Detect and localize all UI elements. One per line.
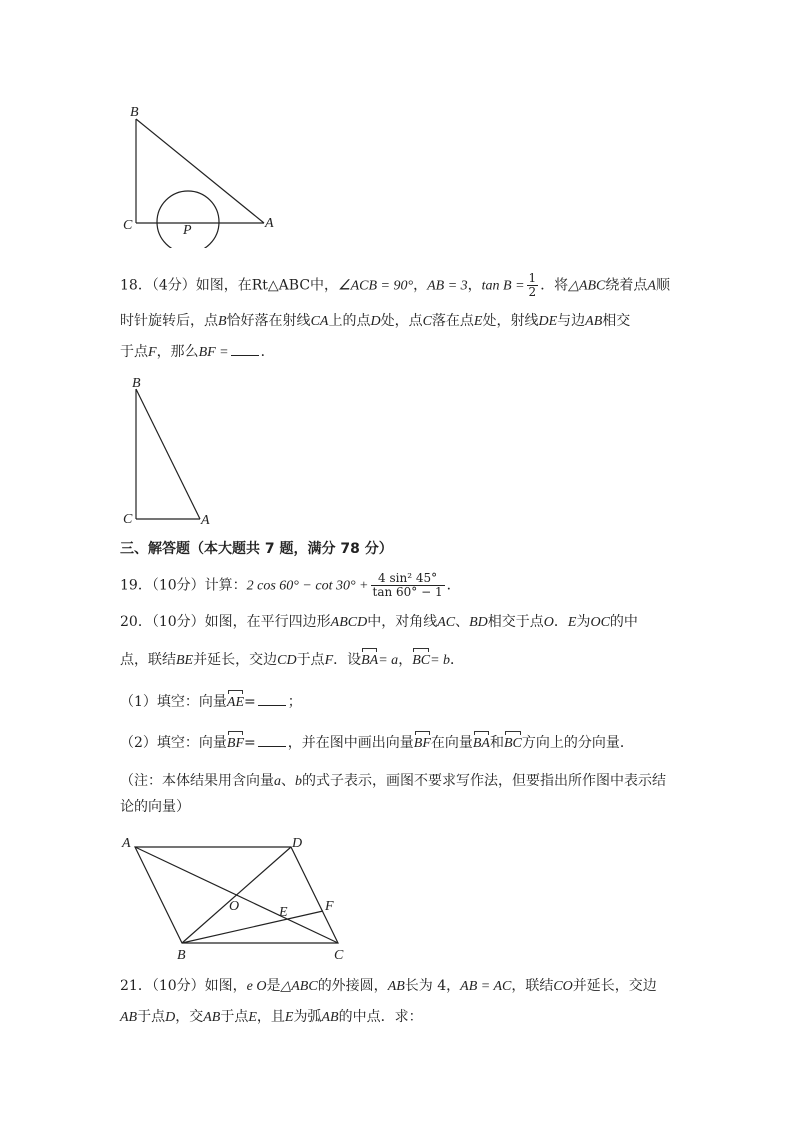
q20-bd: BD <box>469 615 488 630</box>
q20-point-o: O <box>543 615 554 630</box>
q18-ray: DE <box>538 314 558 329</box>
fig17-label-a: A <box>265 216 274 231</box>
fig17-side-ab <box>136 119 264 223</box>
q18-text: 顺 <box>655 277 670 294</box>
q18-angle: ∠ACB = 90° <box>338 278 414 294</box>
q20-ac: AC <box>437 615 456 630</box>
fig20-diagonal-bd <box>182 847 291 943</box>
q18-text: 中， <box>310 277 339 294</box>
figure-17-triangle-circle <box>110 98 290 248</box>
q21-text: ，交 <box>175 1009 204 1025</box>
q20-line-2 <box>120 650 464 671</box>
q18-line-3 <box>120 342 275 363</box>
q18-text: 落在点 <box>431 313 474 329</box>
q18-triangle: Rt△ABC <box>251 277 311 294</box>
q18-line-2 <box>120 311 630 332</box>
q18-text: 相交 <box>602 313 631 329</box>
q18-text: 恰好落在射线 <box>226 313 311 329</box>
q18-point-a: A <box>647 278 656 294</box>
q20-text: 的中 <box>609 614 638 630</box>
q21-point-e: E <box>248 1010 257 1025</box>
q20-vector-a: = a <box>378 653 399 668</box>
q18-ab: AB = 3 <box>427 278 468 294</box>
fig20-label-d: D <box>292 836 303 851</box>
q21-triangle: △ABC <box>280 979 318 994</box>
q21-arc-ab: AB <box>321 1010 339 1025</box>
q20-note-line-2: 论的向量） <box>120 799 190 815</box>
q18-text: 处，射线 <box>482 313 539 329</box>
q18-text: 上的点 <box>328 313 371 329</box>
q20-note-line-1 <box>120 771 666 792</box>
q21-text: 并延长，交边 <box>572 978 657 994</box>
fig20-label-e: E <box>279 905 288 920</box>
q21-co: CO <box>553 979 573 994</box>
q21-line-2 <box>120 1007 423 1028</box>
q18-tanb: tan B = <box>481 278 525 294</box>
q18-text: 时针旋转后，点 <box>120 313 218 329</box>
q20-vector-ba: BA <box>361 651 378 671</box>
q19-expression: 2 cos 60° − cot 30° + <box>246 578 369 594</box>
q19-fraction-num: 4 sin² 45° <box>371 572 445 586</box>
q18-text: ．将 <box>540 277 569 294</box>
q18-fraction <box>527 272 539 299</box>
q19-fraction <box>371 572 445 599</box>
fig20-label-a: A <box>122 836 131 851</box>
q18-text: ， <box>413 277 428 294</box>
q18-point: C <box>422 314 432 329</box>
q20-text: ， <box>398 652 413 668</box>
q20-note-text: 、 <box>281 773 295 789</box>
q20-text: 并延长，交边 <box>193 652 278 668</box>
fig20-segment-bf <box>182 911 323 943</box>
q20-abcd: ABCD <box>330 615 368 630</box>
q20-part2-label: （2）填空：向量 <box>120 735 227 751</box>
q18-text: 绕着点 <box>605 277 648 294</box>
q20-part1-answer-blank[interactable] <box>258 693 286 706</box>
q21-point-e: E <box>284 1010 294 1025</box>
q18-point: D <box>370 314 381 329</box>
q21-text: 为弧 <box>293 1009 322 1025</box>
fig18-side-ab <box>136 389 200 519</box>
q20-part1-label: （1）填空：向量 <box>120 694 227 710</box>
q18-ray: CA <box>310 314 329 329</box>
q18-fraction-num: 1 <box>528 271 537 285</box>
fig20-label-f: F <box>325 899 334 914</box>
q20-part2-answer-blank[interactable] <box>258 734 286 747</box>
q21-line-1 <box>120 976 657 997</box>
q20-text: 方向上的分向量． <box>521 735 634 751</box>
q20-text: 点，联结 <box>120 652 176 668</box>
fig17-circle-p <box>157 191 219 248</box>
q20-text: ． <box>450 652 465 668</box>
q20-text: ，并在图中画出向量 <box>287 735 414 751</box>
q19-number: 19．（10分）计算： <box>120 577 247 594</box>
q20-vector-ba: BA <box>473 734 490 754</box>
fig20-label-o: O <box>229 899 240 914</box>
q18-line-1 <box>120 272 670 299</box>
q20-part-1 <box>120 692 302 713</box>
q20-point-e: E <box>567 615 577 630</box>
fig20-label-b: B <box>177 948 186 963</box>
q20-point-f: F <box>324 653 334 668</box>
q20-text: = <box>244 694 256 710</box>
q21-text: 的中点．求： <box>338 1009 423 1025</box>
q19-fraction-den: tan 60° − 1 <box>372 585 443 599</box>
q20-vector-bc: BC <box>504 734 522 754</box>
q21-text: 是 <box>266 978 281 994</box>
q20-text: 、 <box>455 614 470 630</box>
q18-text: 与边 <box>557 313 586 329</box>
q20-oc: OC <box>590 615 610 630</box>
q20-vector-bf: BF <box>414 734 431 754</box>
q21-ab: AB <box>120 1010 138 1025</box>
q21-text: 于点 <box>220 1009 249 1025</box>
q21-text: 于点 <box>137 1009 166 1025</box>
q18-point: F <box>148 345 157 360</box>
q21-ab: AB <box>387 979 405 994</box>
q20-note-text: （注：本体结果用含向量 <box>120 773 274 789</box>
q21-arc-ab: AB <box>203 1010 221 1025</box>
fig18-label-c: C <box>123 512 133 527</box>
q20-text: 和 <box>489 735 504 751</box>
q20-text: 中，对角线 <box>367 614 438 630</box>
q20-line-1 <box>120 612 638 633</box>
fig17-label-c: C <box>123 218 133 233</box>
fig18-label-a: A <box>201 513 210 528</box>
q20-text: ； <box>287 694 302 710</box>
fig17-label-p: P <box>183 223 192 238</box>
q20-vector-bf: BF <box>227 734 244 754</box>
q18-side: AB <box>585 314 603 329</box>
q20-note-text: 的式子表示，画图不要求写作法，但要指出所作图中表示结 <box>302 773 666 789</box>
q18-text: ，那么 <box>156 344 199 360</box>
q20-text: 为 <box>576 614 591 630</box>
q18-bf: BF = <box>198 345 229 360</box>
q18-text: ， <box>467 277 482 294</box>
q20-text: 相交于点 <box>487 614 544 630</box>
q20-text: ． <box>553 614 568 630</box>
q20-vector-a: a <box>274 774 281 789</box>
fig20-label-c: C <box>334 948 344 963</box>
q18-answer-blank[interactable] <box>231 343 259 356</box>
q18-point: B <box>218 314 227 329</box>
q21-text: 的外接圆， <box>317 978 388 994</box>
q20-be: BE <box>176 653 194 668</box>
q18-number: 18．（4分）如图，在 <box>120 277 252 294</box>
q21-text: ，且 <box>256 1009 285 1025</box>
q21-text: 长为 4， <box>404 978 461 994</box>
q20-vector-bc: BC <box>412 651 430 671</box>
q20-vector-ae: AE <box>227 693 244 713</box>
q20-text: = <box>244 735 256 751</box>
figure-18-triangle <box>115 372 225 532</box>
q19-text: ． <box>446 577 461 594</box>
figure-20-parallelogram <box>118 830 358 965</box>
q18-triangle-abc: △ABC <box>568 278 606 294</box>
fig18-label-b: B <box>132 376 141 391</box>
q20-vector-b: b <box>295 774 302 789</box>
section-3-heading: 三、解答题（本大题共 7 题，满分 78 分） <box>120 541 393 557</box>
q19-line <box>120 572 461 599</box>
q21-number: 21．（10分）如图， <box>120 978 247 994</box>
q18-text: ． <box>260 344 275 360</box>
q20-part-2 <box>120 733 634 754</box>
q20-cd: CD <box>277 653 297 668</box>
q20-text: 在向量 <box>430 735 473 751</box>
q18-point: E <box>473 314 483 329</box>
q20-vector-b: = b <box>430 653 451 668</box>
q21-point-d: D <box>165 1010 176 1025</box>
q21-circle-o: e O <box>246 979 267 994</box>
q20-number: 20．（10分）如图，在平行四边形 <box>120 614 331 630</box>
q21-text: ，联结 <box>511 978 554 994</box>
q18-fraction-den: 2 <box>528 285 537 299</box>
q18-text: 处，点 <box>380 313 423 329</box>
q21-ab-ac: AB = AC <box>460 979 512 994</box>
fig17-label-b: B <box>130 105 139 120</box>
q18-text: 于点 <box>120 344 148 360</box>
q20-text: ．设 <box>333 652 362 668</box>
q20-text: 于点 <box>296 652 325 668</box>
